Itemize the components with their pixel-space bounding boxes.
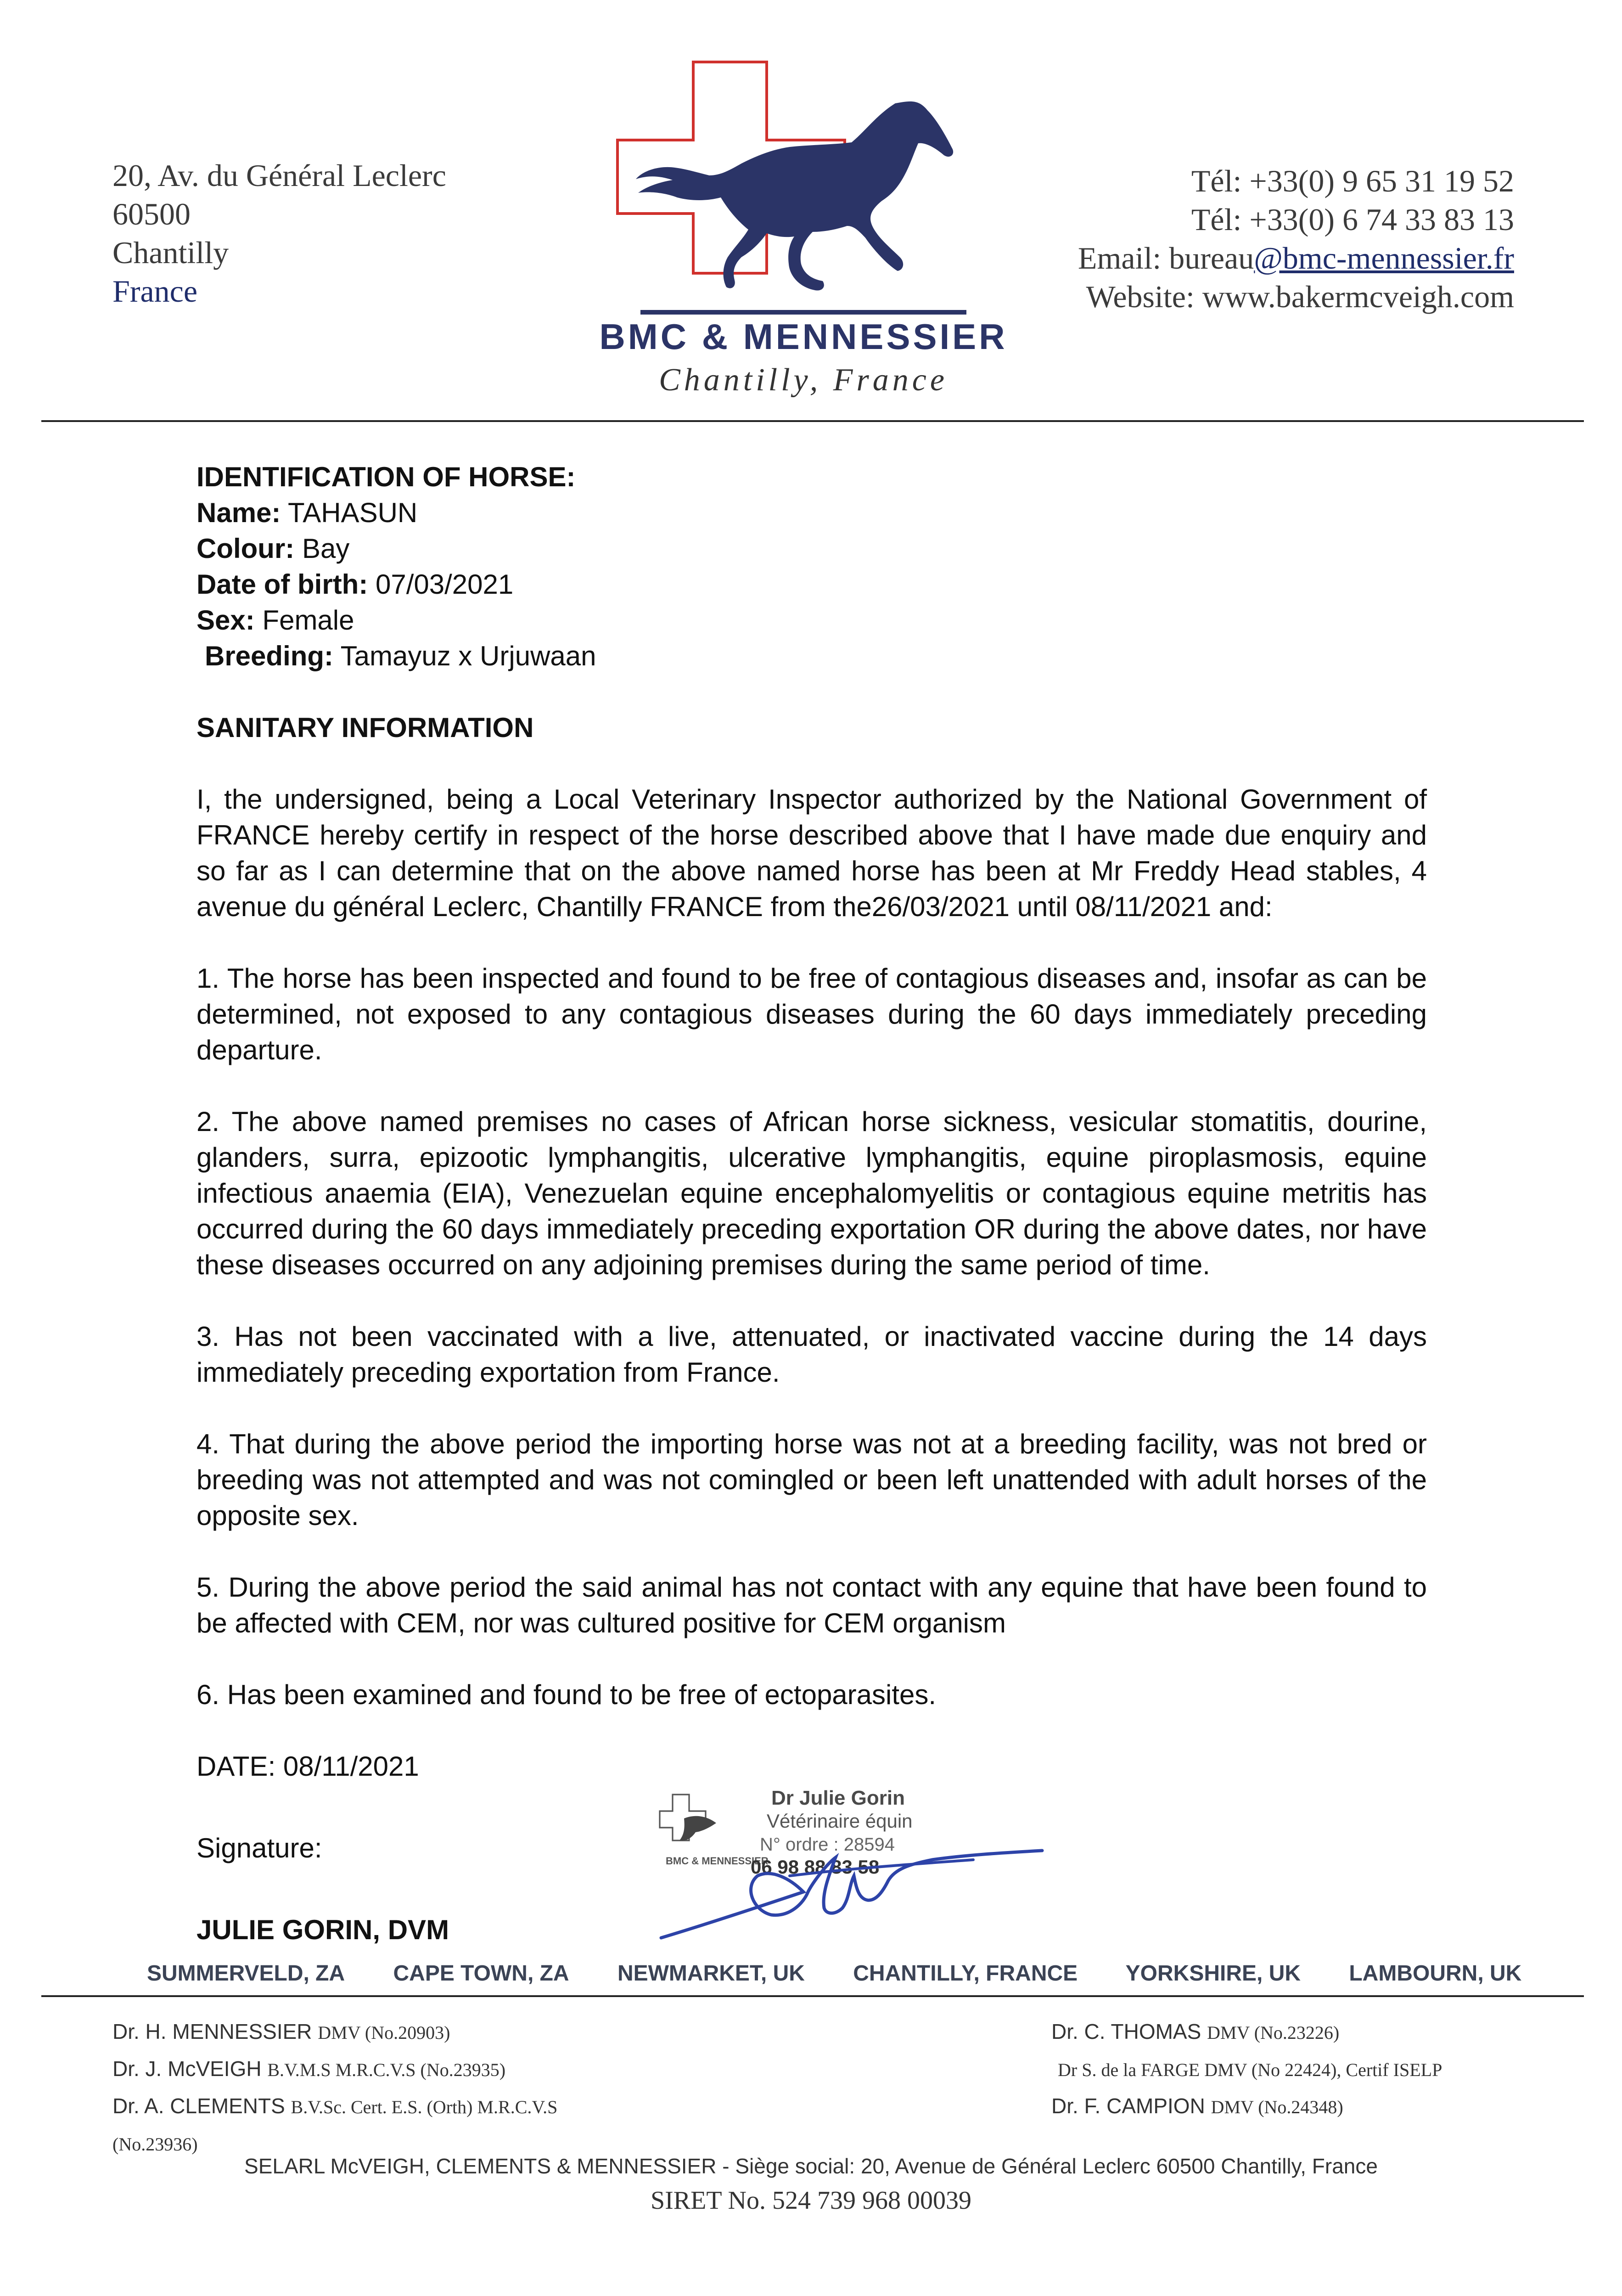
email-line — [1078, 239, 1514, 277]
vet-credentials: DMV (No.23226) — [1207, 2022, 1340, 2043]
horse-dob: 07/03/2021 — [375, 569, 514, 600]
signer-name: JULIE GORIN, DVM — [196, 1914, 449, 1945]
city-lambourn: LAMBOURN, UK — [1349, 1961, 1522, 1986]
stamp-phone: 06 98 88 83 58 — [751, 1856, 880, 1878]
office-locations — [147, 1961, 1564, 1986]
colour-label: Colour: — [196, 533, 295, 564]
vet-credentials: B.V.Sc. Cert. E.S. (Orth) M.R.C.V.S — [291, 2097, 558, 2117]
vet-entry — [1051, 2014, 1556, 2051]
sanitary-item-2: 2. The above named premises no cases of African horse sickness, vesicular stomatitis, dourine, glanders, surra, epizootic lymphangitis, ulcerative lymphangitis, equine piroplasmosis, equine infectious anaemia (EIA), Venezuelan equine encephalomyelitis or contagious equine metritis has occurred during the 60 days immediately preceding exportation OR during the above dates, nor have these diseases occurred on any adjoining premises during the same period of time. — [196, 1106, 1427, 1280]
header-divider — [41, 420, 1584, 422]
vets-list-right — [1051, 2014, 1556, 2125]
city-newmarket: NEWMARKET, UK — [617, 1961, 805, 1986]
vets-list-left — [112, 2014, 686, 2162]
city-chantilly: CHANTILLY, FRANCE — [853, 1961, 1078, 1986]
vet-credentials: (No.23936) — [112, 2134, 198, 2155]
horse-breeding-row — [196, 638, 1427, 674]
company-contact — [1078, 162, 1514, 316]
vet-name: Dr. F. CAMPION — [1051, 2094, 1205, 2118]
stamp-brand: BMC & MENNESSIER — [666, 1855, 769, 1867]
horse-sex: Female — [262, 605, 354, 636]
company-address — [112, 156, 446, 310]
vet-entry — [1051, 2088, 1556, 2125]
vet-entry — [112, 2014, 686, 2051]
sanitary-intro: I, the undersigned, being a Local Veterinary Inspector authorized by the National Government of FRANCE hereby certify in respect of the horse described above that I have made due enquiry and so far as I can determine that on the above named horse has been at Mr Freddy Head stables, 4 avenue du général Leclerc, Chantilly FRANCE from the26/03/2021 until 08/11/2021 and: — [196, 784, 1427, 922]
signature-label: Signature: — [196, 1833, 322, 1863]
city-summerveld: SUMMERVELD, ZA — [147, 1961, 345, 1986]
vet-name: Dr. C. THOMAS — [1051, 2020, 1201, 2043]
city-yorkshire: YORKSHIRE, UK — [1125, 1961, 1301, 1986]
sanitary-item-4: 4. That during the above period the importing horse was not at a breeding facility, was not bred or breeding was not attempted and was not comingled or been left unattended with adult horses of the opposite sex. — [196, 1429, 1427, 1531]
horse-dob-row — [196, 567, 1427, 602]
veterinary-stamp — [652, 1777, 1065, 1947]
stamp-ordre: N° ordre : 28594 — [760, 1835, 895, 1855]
vet-credentials: B.V.M.S M.R.C.V.S (No.23935) — [267, 2060, 506, 2080]
horse-colour: Bay — [302, 533, 350, 564]
vet-entry — [112, 2051, 686, 2088]
logo-brand-name: BMC & MENNESSIER — [599, 316, 1008, 357]
website-line[interactable]: Website: www.bakermcveigh.com — [1086, 279, 1514, 314]
horse-name: TAHASUN — [288, 497, 418, 528]
company-registration: SELARL McVEIGH, CLEMENTS & MENNESSIER - Siège social: 20, Avenue de Général Leclerc 60500 Chantilly, France — [244, 2154, 1378, 2178]
sanitary-item-6: 6. Has been examined and found to be free of ectoparasites. — [196, 1679, 937, 1710]
sex-label: Sex: — [196, 605, 255, 636]
footer-divider — [41, 1995, 1584, 1997]
horse-sex-row — [196, 602, 1427, 638]
sanitary-item-3: 3. Has not been vaccinated with a live, attenuated, or inactivated vaccine during the 14 days immediately preceding exportation from France. — [196, 1321, 1427, 1388]
horse-breeding: Tamayuz x Urjuwaan — [340, 641, 596, 671]
horse-colour-row — [196, 531, 1427, 567]
address-line-city: Chantilly — [112, 235, 229, 270]
email-prefix: Email: bureau — [1078, 241, 1254, 276]
email-link[interactable]: @bmc-mennessier.fr — [1254, 241, 1514, 276]
horse-name-row — [196, 495, 1427, 531]
identification-heading: IDENTIFICATION OF HORSE: — [196, 461, 576, 492]
certificate-date: DATE: 08/11/2021 — [196, 1751, 419, 1782]
stamp-vet-title: Vétérinaire équin — [767, 1810, 913, 1832]
phone-2: Tél: +33(0) 6 74 33 83 13 — [1191, 202, 1514, 237]
galloping-horse-icon — [636, 101, 953, 291]
address-line-street: 20, Av. du Général Leclerc — [112, 158, 446, 193]
vet-credentials: Dr S. de la FARGE DMV (No 22424), Certif ISELP — [1058, 2060, 1442, 2080]
vet-credentials: DMV (No.24348) — [1211, 2097, 1343, 2117]
siret-number: SIRET No. 524 739 968 00039 — [651, 2186, 971, 2215]
vet-credentials: DMV (No.20903) — [318, 2022, 450, 2043]
vet-name: Dr. H. MENNESSIER — [112, 2020, 312, 2043]
stamp-vet-name: Dr Julie Gorin — [771, 1787, 905, 1809]
company-logo — [597, 55, 1010, 413]
address-line-postcode: 60500 — [112, 197, 191, 231]
breeding-label: Breeding: — [205, 641, 334, 671]
sanitary-item-1: 1. The horse has been inspected and found to be free of contagious diseases and, insofar as can be determined, not exposed to any contagious diseases during the 60 days immediately preceding departure. — [196, 963, 1427, 1065]
certificate-body — [196, 459, 1427, 1948]
vet-entry — [1051, 2051, 1556, 2088]
logo-location: Chantilly, France — [659, 362, 948, 398]
sanitary-heading: SANITARY INFORMATION — [196, 712, 534, 743]
name-label: Name: — [196, 497, 281, 528]
city-cape-town: CAPE TOWN, ZA — [393, 1961, 569, 1986]
vet-entry — [112, 2088, 686, 2125]
vet-name: Dr. A. CLEMENTS — [112, 2094, 285, 2118]
sanitary-item-5: 5. During the above period the said animal has not contact with any equine that have been found to be affected with CEM, nor was cultured positive for CEM organism — [196, 1572, 1427, 1638]
phone-1: Tél: +33(0) 9 65 31 19 52 — [1191, 163, 1514, 198]
address-line-country: France — [112, 274, 198, 309]
dob-label: Date of birth: — [196, 569, 368, 600]
vet-name: Dr. J. McVEIGH — [112, 2057, 262, 2081]
